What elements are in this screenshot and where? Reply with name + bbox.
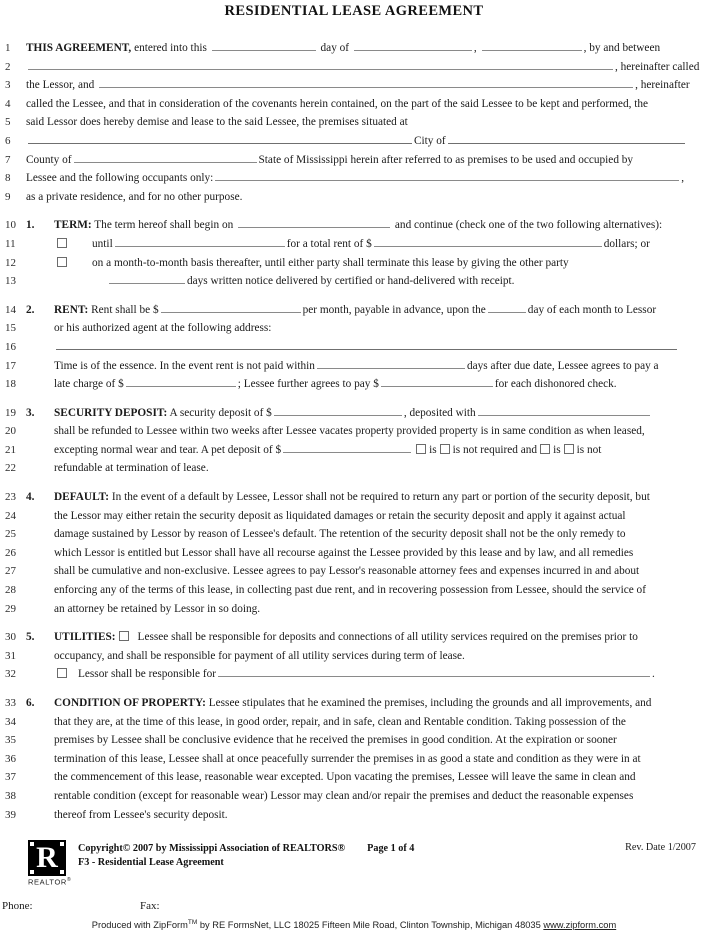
line-number: 9	[5, 190, 11, 203]
text: is	[429, 443, 437, 456]
document-line	[0, 301, 708, 320]
line-number: 35	[5, 734, 16, 747]
section-heading-security: SECURITY DEPOSIT:	[54, 406, 168, 419]
line-number: 11	[5, 237, 16, 250]
line-content	[22, 375, 708, 394]
line-content	[22, 58, 708, 77]
text: per month, payable in advance, upon the	[302, 303, 486, 316]
line-number: 15	[5, 322, 16, 335]
spacer	[0, 394, 708, 404]
line-number: 19	[5, 406, 16, 419]
deposited-with-fill-rule[interactable]	[478, 404, 650, 416]
text: entered into this	[131, 42, 210, 54]
line-number: 7	[5, 153, 11, 166]
line-content	[22, 151, 708, 170]
document-line	[0, 441, 708, 460]
line-number: 5	[5, 116, 11, 129]
document-line	[0, 338, 708, 357]
day-fill-rule[interactable]	[212, 39, 316, 51]
line-content	[22, 357, 708, 376]
occupants-label: Lessee and the following occupants only:	[26, 172, 214, 185]
line-content	[22, 404, 708, 423]
spacer	[0, 478, 708, 488]
document-line	[0, 665, 708, 684]
zipform-link[interactable]: www.zipform.com	[543, 920, 617, 931]
line-number: 12	[5, 256, 16, 269]
text: , deposited with	[403, 406, 476, 419]
pet-deposit-refundable-is-checkbox[interactable]	[540, 444, 550, 454]
document-line	[0, 806, 708, 825]
line-content	[22, 169, 708, 188]
section-heading-term: TERM:	[54, 219, 92, 232]
spacer	[0, 618, 708, 628]
corner-mark-icon	[30, 870, 34, 874]
document-line	[0, 95, 708, 114]
document-line	[0, 459, 708, 478]
text: , hereinafter called	[615, 60, 700, 73]
document-line	[0, 750, 708, 769]
corner-mark-icon	[30, 842, 34, 846]
line-number: 2	[5, 60, 11, 73]
section-heading-condition: CONDITION OF PROPERTY:	[54, 697, 206, 709]
line-number: 34	[5, 715, 16, 728]
line-content: which Lessor is entitled but Lessor shall have all recourse against the Lessee provided by this lease and by law, and all remedies	[54, 546, 634, 559]
term-month-to-month-checkbox[interactable]	[57, 257, 67, 267]
registered-mark: ®	[66, 877, 72, 883]
document-line	[0, 188, 708, 207]
text: In the event of a default by Lessee, Lessor shall not be required to return any part or portion of the security deposit, but	[109, 491, 650, 504]
section-heading-rent: RENT:	[54, 303, 89, 316]
document-line	[0, 600, 708, 619]
text: day of	[317, 42, 352, 54]
text: and continue (check one of the two following alternatives):	[392, 219, 663, 232]
document-line	[0, 151, 708, 170]
document-line	[0, 319, 708, 338]
text: Lessor shall be responsible for	[78, 668, 217, 681]
line-number: 32	[5, 668, 16, 681]
document-line	[0, 404, 708, 423]
line-number: 37	[5, 771, 16, 784]
city-label: City of	[414, 134, 446, 147]
produced-with-line	[0, 919, 708, 930]
text: is	[553, 443, 561, 456]
term-begin-fill-rule[interactable]	[238, 216, 390, 228]
pet-deposit-not-required-checkbox[interactable]	[440, 444, 450, 454]
pet-deposit-fill-rule[interactable]	[283, 441, 411, 453]
line-number: 28	[5, 584, 16, 597]
realtor-wordmark	[28, 877, 72, 887]
line-number: 3	[5, 79, 11, 92]
text: Lessee stipulates that he examined the premises, including the grounds and all improvements, and	[205, 697, 652, 709]
text: is not required and	[452, 443, 538, 456]
spacer	[0, 684, 708, 694]
line-content: enforcing any of the terms of this lease, in collecting past due rent, and in recovering possession from Lessee, should the service of	[54, 584, 646, 597]
spacer	[0, 291, 708, 301]
line-number: 25	[5, 528, 16, 541]
line-number: 26	[5, 546, 16, 559]
agent-address-fill-rule[interactable]	[56, 338, 677, 350]
text: days written notice delivered by certified or hand-delivered with receipt.	[187, 275, 515, 288]
document-line	[0, 787, 708, 806]
line-content: said Lessor does hereby demise and lease to the said Lessee, the premises situated at	[26, 116, 408, 129]
document-line	[0, 76, 708, 95]
security-deposit-amount-fill-rule[interactable]	[274, 404, 402, 416]
section-number-term: 1.	[26, 219, 35, 232]
line-content: refundable at termination of lease.	[54, 462, 209, 475]
line-number: 18	[5, 378, 16, 391]
document-line	[0, 132, 708, 151]
text: dollars; or	[603, 237, 650, 250]
utilities-lessor-checkbox[interactable]	[57, 668, 67, 678]
text: on a month-to-month basis thereafter, until either party shall terminate this lease by giving the other party	[92, 256, 569, 269]
line-content: that they are, at the time of this lease, in good order, repair, and in safe, clean and Rentable condition. Taking possession of the	[54, 715, 626, 728]
line-content: termination of this lease, Lessee shall at once peacefully surrender the premises in as good a state and condition as they were in at	[54, 752, 641, 765]
text: , hereinafter	[635, 79, 690, 92]
text: Time is of the essence. In the event rent is not paid within	[54, 359, 315, 372]
line-number: 38	[5, 789, 16, 802]
document-line	[0, 628, 708, 647]
line-number: 13	[5, 275, 16, 288]
line-content	[22, 694, 708, 713]
line-number: 4	[5, 97, 11, 110]
total-rent-fill-rule[interactable]	[374, 235, 602, 247]
text: for each dishonored check.	[494, 378, 617, 391]
phone-label: Phone:	[2, 900, 33, 912]
line-content	[22, 235, 708, 254]
month-fill-rule[interactable]	[354, 39, 472, 51]
document-line	[0, 507, 708, 526]
document-line	[0, 562, 708, 581]
line-number: 8	[5, 172, 11, 185]
trademark-mark: TM	[187, 919, 198, 926]
document-line	[0, 254, 708, 273]
line-number: 20	[5, 425, 16, 438]
utilities-lessee-checkbox[interactable]	[119, 631, 129, 641]
copyright-text: Copyright© 2007 by Mississippi Association of REALTORS®	[78, 843, 346, 854]
line-number: 36	[5, 752, 16, 765]
copyright-line	[78, 842, 414, 856]
line-number: 14	[5, 303, 16, 316]
notice-days-fill-rule[interactable]	[109, 272, 185, 284]
text: A security deposit of $	[167, 406, 272, 419]
late-charge-fill-rule[interactable]	[126, 375, 236, 387]
document-line	[0, 216, 708, 235]
copyright-block	[78, 842, 414, 870]
line-content	[22, 76, 708, 95]
section-number-condition: 6.	[26, 697, 35, 709]
line-content: shall be refunded to Lessee within two weeks after Lessee vacates property provided property is in same condition as when leased,	[54, 425, 645, 438]
document-line	[0, 731, 708, 750]
dishonored-check-fee-fill-rule[interactable]	[381, 375, 493, 387]
line-content	[22, 301, 708, 320]
document-line	[0, 544, 708, 563]
premises-address-fill-rule[interactable]	[28, 132, 412, 144]
line-number: 10	[5, 219, 16, 232]
line-content	[22, 254, 708, 273]
produced-text: Produced with ZipForm	[91, 920, 188, 931]
realtor-letter: R	[36, 841, 58, 874]
text: Rent shall be $	[88, 303, 159, 316]
lessee-name-fill-rule[interactable]	[99, 76, 633, 88]
realtor-wordmark-text: REALTOR	[28, 877, 67, 887]
pet-deposit-not-refundable-checkbox[interactable]	[564, 444, 574, 454]
corner-mark-icon	[60, 842, 64, 846]
text: until	[92, 237, 113, 250]
section-number-utilities: 5.	[26, 631, 35, 644]
text: Lessee shall be responsible for deposits and connections of all utility services required on the premises prior to	[137, 631, 638, 644]
line-number: 27	[5, 565, 16, 578]
document-line	[0, 169, 708, 188]
line-content	[22, 272, 708, 291]
text: for a total rent of $	[286, 237, 372, 250]
section-heading-utilities: UTILITIES:	[54, 631, 116, 644]
document-line	[0, 272, 708, 291]
line-content: premises by Lessee shall be conclusive evidence that he received the premises in good condition. At the expiration or sooner	[54, 734, 617, 747]
realtor-logo-icon	[28, 840, 66, 876]
document-line	[0, 488, 708, 507]
text: ,	[473, 42, 480, 54]
line-number: 31	[5, 649, 16, 662]
term-until-date-fill-rule[interactable]	[115, 235, 285, 247]
county-fill-rule[interactable]	[74, 151, 257, 163]
line-number: 33	[5, 697, 16, 709]
line-content	[22, 628, 708, 647]
section-number-rent: 2.	[26, 303, 35, 316]
line-content	[22, 441, 708, 460]
city-fill-rule[interactable]	[448, 132, 685, 144]
document-line	[0, 39, 708, 58]
document-line	[0, 768, 708, 787]
text: ,	[681, 172, 685, 185]
text: the Lessor, and	[26, 79, 98, 92]
line-number: 21	[5, 443, 16, 456]
document-line	[0, 357, 708, 376]
text: State of Mississippi herein after referred to as premises to be used and occupied by	[258, 153, 634, 166]
line-number: 30	[5, 631, 16, 644]
line-content: rentable condition (except for reasonable wear) Lessor may clean and/or repair the premises and deduct the reasonable expenses	[54, 789, 634, 802]
line-content: damage sustained by Lessor by reason of Lessee's default. The retention of the security deposit shall not be the only remedy to	[54, 528, 626, 541]
line-number: 23	[5, 491, 16, 504]
line-number: 6	[5, 134, 11, 147]
section-heading-default: DEFAULT:	[54, 491, 110, 504]
page-title: RESIDENTIAL LEASE AGREEMENT	[224, 3, 484, 19]
line-content: an attorney be retained by Lessor in so doing.	[54, 602, 261, 615]
county-label: County of	[26, 153, 72, 166]
text: day of each month to Lessor	[527, 303, 657, 316]
line-number: 29	[5, 602, 16, 615]
line-number: 22	[5, 462, 16, 475]
line-content: occupancy, and shall be responsible for payment of all utility services during term of lease.	[54, 649, 465, 662]
line-content	[22, 132, 708, 151]
spacer	[0, 206, 708, 216]
line-content	[22, 39, 708, 58]
line-content: the Lessor may either retain the security deposit as liquidated damages or retain the security deposit and apply it against actual	[54, 509, 626, 522]
document-line	[0, 235, 708, 254]
document-line	[0, 375, 708, 394]
agreement-lead: THIS AGREEMENT,	[26, 42, 132, 54]
line-number: 39	[5, 808, 16, 821]
text: , by and between	[583, 42, 661, 54]
grace-days-fill-rule[interactable]	[317, 357, 465, 369]
document-line	[0, 58, 708, 77]
line-content: as a private residence, and for no other purpose.	[26, 190, 243, 203]
section-number-security: 3.	[26, 406, 35, 419]
rent-due-day-fill-rule[interactable]	[488, 301, 526, 313]
text: days after due date, Lessee agrees to pay a	[466, 359, 659, 372]
year-fill-rule[interactable]	[482, 39, 582, 51]
lease-body	[0, 39, 708, 824]
lessor-name-fill-rule[interactable]	[28, 58, 613, 70]
form-identifier: F3 - Residential Lease Agreement	[78, 857, 224, 868]
line-number: 16	[5, 340, 16, 353]
document-line	[0, 694, 708, 713]
text: ; Lessee further agrees to pay $	[237, 378, 379, 391]
document-line	[0, 525, 708, 544]
line-content: thereof from Lessee's security deposit.	[54, 808, 228, 821]
document-line	[0, 581, 708, 600]
line-content: or his authorized agent at the following address:	[54, 322, 272, 335]
pet-deposit-required-is-checkbox[interactable]	[416, 444, 426, 454]
text: is not	[576, 443, 602, 456]
document-line	[0, 713, 708, 732]
text: late charge of $	[54, 378, 124, 391]
line-content	[22, 216, 708, 235]
line-number: 17	[5, 359, 16, 372]
line-content	[22, 665, 708, 684]
realtor-logo	[28, 840, 72, 887]
line-content: shall be cumulative and non-exclusive. Lessee agrees to pay Lessor's reasonable attorney fees and expenses incurred in and about	[54, 565, 640, 578]
fax-label: Fax:	[140, 900, 160, 912]
text: .	[652, 668, 655, 681]
line-content	[22, 488, 708, 507]
occupants-fill-rule[interactable]	[215, 169, 679, 181]
text: excepting normal wear and tear. A pet deposit of $	[54, 443, 282, 456]
corner-mark-icon	[60, 870, 64, 874]
page-footer	[0, 836, 708, 932]
line-content: the commencement of this lease, reasonable wear excepted. Upon vacating the premises, Lessee will leave the same in clean and	[54, 771, 636, 784]
section-number-default: 4.	[26, 491, 35, 504]
line-number: 24	[5, 509, 16, 522]
line-number: 1	[5, 42, 11, 54]
lessor-utilities-fill-rule[interactable]	[218, 665, 650, 677]
document-line	[0, 422, 708, 441]
line-content	[22, 338, 708, 357]
revision-date: Rev. Date 1/2007	[625, 842, 696, 853]
document-line	[0, 113, 708, 132]
line-content: called the Lessee, and that in consideration of the covenants herein contained, on the part of the said Lessee to be kept and performed, the	[26, 97, 649, 110]
document-line	[0, 647, 708, 666]
term-until-checkbox[interactable]	[57, 238, 67, 248]
text: The term hereof shall begin on	[91, 219, 237, 232]
page-indicator: Page 1 of 4	[367, 843, 415, 854]
produced-address: by RE FormsNet, LLC 18025 Fifteen Mile Road, Clinton Township, Michigan 48035	[197, 920, 544, 931]
monthly-rent-fill-rule[interactable]	[161, 301, 301, 313]
